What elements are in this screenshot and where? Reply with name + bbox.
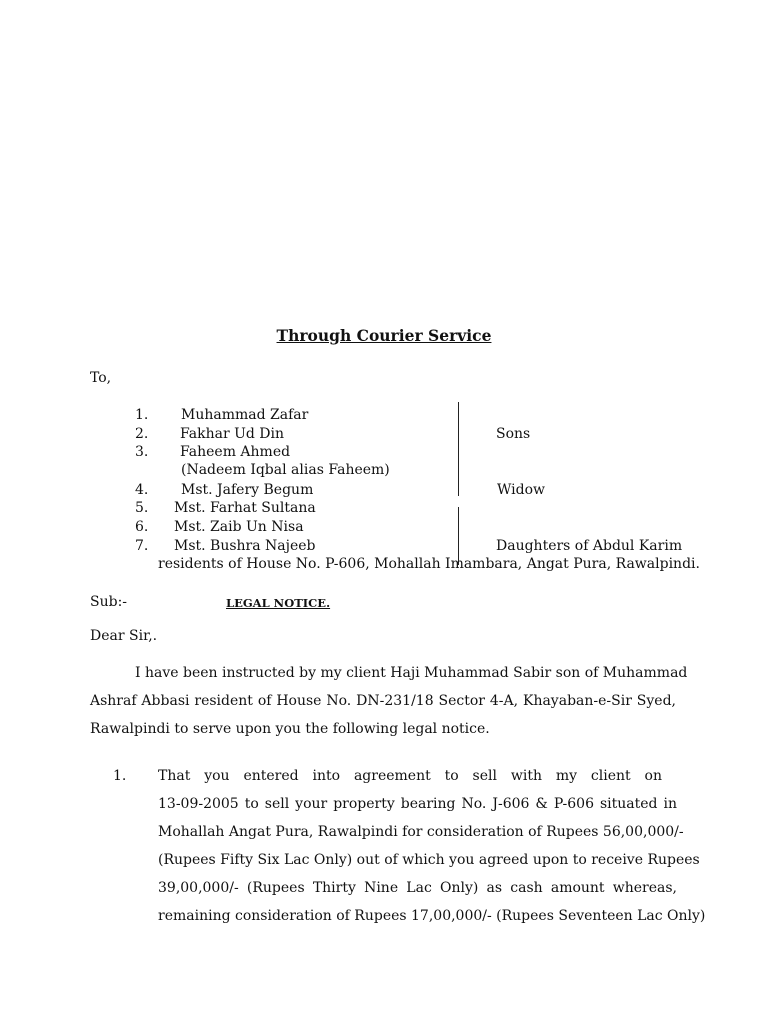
recipient-number: 2. [135,426,149,442]
point-line: Mohallah Angat Pura, Rawalpindi for consideration of Rupees 56,00,000/- [158,824,684,840]
recipient-name: Mst. Zaib Un Nisa [174,519,304,535]
bracket-line-sons-widow [458,402,459,496]
point-line: remaining consideration of Rupees 17,00,000/- (Rupees Seventeen Lac Only) [158,908,706,924]
intro-line: Ashraf Abbasi resident of House No. DN-231/18 Sector 4-A, Khayaban-e-Sir Syed, [90,693,676,709]
subject-title: LEGAL NOTICE. [226,596,331,610]
recipient-number: 1. [135,407,149,423]
relation-widow: Widow [497,482,545,498]
recipient-number: 7. [135,538,149,554]
recipient-name-alias: (Nadeem Iqbal alias Faheem) [181,462,390,478]
document-heading: Through Courier Service [276,326,492,345]
salutation-dear: Dear Sir,. [90,628,158,644]
subject-label: Sub:- [90,594,128,610]
recipient-name: Faheem Ahmed [180,444,291,460]
point-line: 13-09-2005 to sell your property bearing No. J-606 & P-606 situated in [158,796,677,812]
point-line: (Rupees Fifty Six Lac Only) out of which you agreed upon to receive Rupees [158,852,700,868]
recipient-name: Muhammad Zafar [181,407,309,423]
point-number: 1. [113,768,127,784]
recipient-number: 5. [135,500,149,516]
relation-sons: Sons [496,426,531,442]
recipient-number: 3. [135,444,149,460]
residents-line: residents of House No. P-606, Mohallah Imambara, Angat Pura, Rawalpindi. [158,556,700,572]
intro-line: Rawalpindi to serve upon you the following legal notice. [90,721,490,737]
intro-line: I have been instructed by my client Haji Muhammad Sabir son of Muhammad [135,665,688,681]
recipient-number: 6. [135,519,149,535]
recipient-name: Mst. Jafery Begum [181,482,314,498]
point-line: 39,00,000/- (Rupees Thirty Nine Lac Only) as cash amount whereas, [158,880,677,896]
point-line: That you entered into agreement to sell with my client on [158,768,662,784]
relation-daughters: Daughters of Abdul Karim [496,538,683,554]
recipient-name: Fakhar Ud Din [180,426,285,442]
salutation-to: To, [90,370,112,386]
recipient-name: Mst. Farhat Sultana [174,500,316,516]
recipient-number: 4. [135,482,149,498]
recipient-name: Mst. Bushra Najeeb [174,538,316,554]
